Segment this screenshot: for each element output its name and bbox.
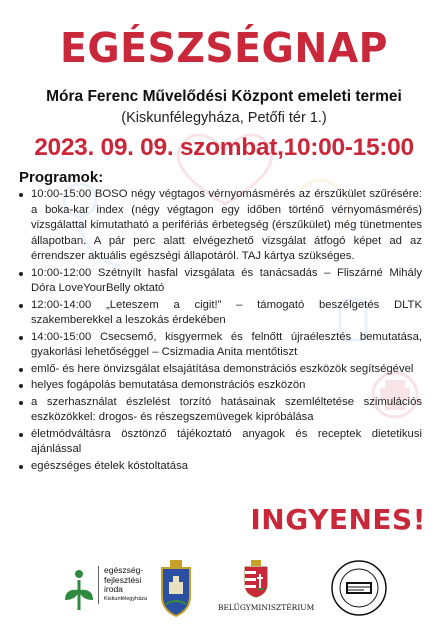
list-item: a szerhasználat észlelést torzító hatásainak szemléltetése szimulációs eszközökkel: drogos- és részegszemüvegek kipróbálása (16, 395, 422, 426)
culture-center-seal (331, 560, 387, 616)
list-item: 10:00-15:00 BOSO négy végtagos vérnyomásmérés az érszűkület szűrésére: a boka-kar index (négy végtagon egy időben történő vérnyomásmérés) vizsgálattal kimutatható a perifériás érbetegség (érszűkület) még tünetmentes állapotban. A pár perc alatt elvégezhető vizsgálat átfogó képet ad az érrendszer aktuális egészségi állapotáról. TAJ kártya szükséges. (16, 187, 422, 265)
list-item: 12:00-14:00 „Leteszem a cigit!” – támogató beszélgetés DLTK szakemberekkel a leszokás érdekében (16, 298, 422, 329)
ministry-name: BELÜGYMINISZTÉRIUM (218, 603, 315, 612)
list-item: 14:00-15:00 Csecsemő, kisgyermek és felnőtt újraélesztés bemutatása, gyakorlási lehetőséggel – Csizmadia Anita mentőtiszt (16, 330, 422, 361)
ministry-logo (218, 560, 315, 620)
list-item: életmódváltásra ösztönző tájékoztató anyagok és receptek dietetikusi ajánlással (16, 427, 422, 458)
hungarian-coat-of-arms-icon (243, 560, 269, 598)
logo-row (0, 560, 448, 626)
efi-leaf-icon (62, 568, 96, 612)
efi-text-line3: iroda (104, 584, 123, 594)
event-datetime: 2023. 09. 09. szombat,10:00-15:00 (34, 134, 414, 161)
venue: Móra Ferenc Művelődési Központ emeleti termei (46, 88, 402, 105)
efi-text-line1: egészség- (104, 565, 144, 575)
efi-text-line4: Kiskunfélegyháza (104, 595, 148, 602)
page-title: EGÉSZSÉGNAP (59, 24, 389, 72)
list-item: egészséges ételek kóstoltatása (16, 459, 422, 475)
list-item: 10:00-12:00 Szétnyílt hasfal vizsgálata és tanácsadás – Fliszárné Mihály Dóra LoveYourBelly oktató (16, 266, 422, 297)
free-entry-label: INGYENES! (250, 503, 426, 536)
efi-text-line2: fejlesztési (104, 574, 142, 585)
address: (Kiskunfélegyháza, Petőfi tér 1.) (121, 110, 327, 126)
efi-logo (62, 566, 152, 616)
seal-text (331, 560, 332, 561)
city-coat-of-arms-icon (158, 560, 194, 618)
program-list (16, 187, 422, 475)
program-heading: Programok: (19, 169, 104, 186)
seal-icon (331, 560, 387, 616)
list-item: helyes fogápolás bemutatása demonstrációs eszközön (16, 378, 422, 394)
list-item: emlő- és here önvizsgálat elsajátítása demonstrációs eszközök segítségével (16, 362, 422, 378)
